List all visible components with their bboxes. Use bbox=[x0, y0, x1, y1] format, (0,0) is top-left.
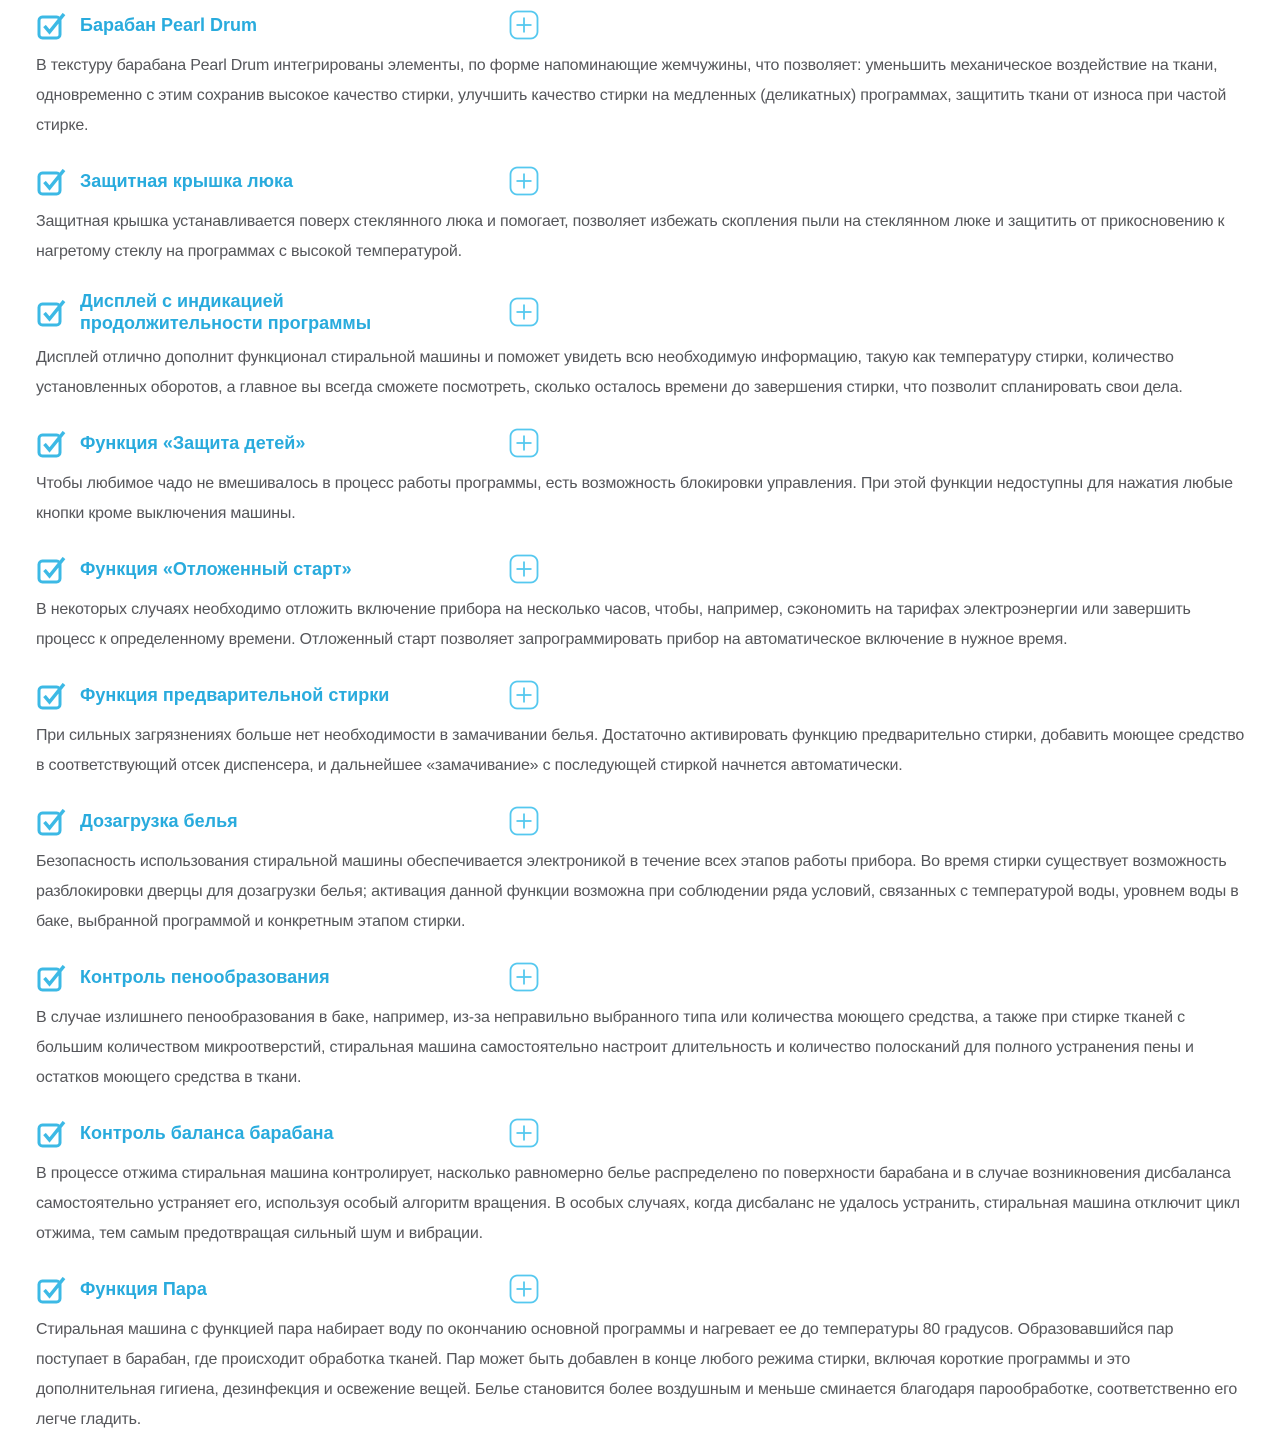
feature-header bbox=[36, 1272, 1247, 1306]
plus-icon bbox=[509, 1118, 539, 1148]
plus-icon bbox=[509, 10, 539, 40]
feature-item bbox=[36, 1116, 1247, 1249]
feature-item bbox=[36, 426, 1247, 529]
feature-header bbox=[36, 426, 1247, 460]
feature-title[interactable]: Барабан Pearl Drum bbox=[80, 15, 257, 35]
feature-title[interactable]: Функция Пара bbox=[80, 1279, 207, 1299]
plus-icon bbox=[509, 428, 539, 458]
feature-title[interactable]: Защитная крышка люка bbox=[80, 171, 293, 191]
feature-description: Безопасность использования стиральной машины обеспечивается электроникой в течение всех этапов работы прибора. Во время стирки существует возможность разблокировки дверцы для дозагрузки белья; активация данной функции возможна при соблюдении ряда условий, связанных с температурой воды, уровнем воды в баке, выбранной программой и конкретным этапом стирки. bbox=[36, 853, 1239, 930]
feature-description: В некоторых случаях необходимо отложить включение прибора на несколько часов, чтобы, например, сэкономить на тарифах электроэнергии или завершить процесс к определенному времени. Отложенный старт позволяет запрограммировать прибор на автоматическое включение в нужное время. bbox=[36, 601, 1191, 648]
expand-button[interactable] bbox=[508, 427, 540, 459]
expand-button[interactable] bbox=[508, 553, 540, 585]
plus-icon bbox=[509, 1274, 539, 1304]
feature-description: В случае излишнего пенообразования в баке, например, из-за неправильно выбранного типа или количества моющего средства, а также при стирке тканей с большим количеством микроотверстий, стиральная машина самостоятельно настроит длительность и количество полосканий для полного устранения пены и остатков моющего средства в ткани. bbox=[36, 1009, 1194, 1086]
feature-item bbox=[36, 1272, 1247, 1435]
feature-header bbox=[36, 1116, 1247, 1150]
plus-icon bbox=[509, 680, 539, 710]
feature-item bbox=[36, 678, 1247, 781]
expand-button[interactable] bbox=[508, 296, 540, 328]
expand-button[interactable] bbox=[508, 9, 540, 41]
feature-header bbox=[36, 164, 1247, 198]
feature-title[interactable]: Контроль баланса барабана bbox=[80, 1123, 334, 1143]
feature-header bbox=[36, 290, 1247, 334]
feature-description: При сильных загрязнениях больше нет необходимости в замачивании белья. Достаточно активировать функцию предварительно стирки, добавить моющее средство в соответствующий отсек диспенсера, и дальнейшее «замачивание» с последующей стиркой начнется автоматически. bbox=[36, 727, 1245, 774]
feature-header bbox=[36, 8, 1247, 42]
feature-item bbox=[36, 552, 1247, 655]
feature-item bbox=[36, 8, 1247, 141]
plus-icon bbox=[509, 297, 539, 327]
plus-icon bbox=[509, 962, 539, 992]
checkbox-check-icon bbox=[36, 679, 68, 711]
feature-item bbox=[36, 164, 1247, 267]
expand-button[interactable] bbox=[508, 961, 540, 993]
checkbox-check-icon bbox=[36, 553, 68, 585]
checkbox-check-icon bbox=[36, 1117, 68, 1149]
checkbox-check-icon bbox=[36, 427, 68, 459]
feature-description: В процессе отжима стиральная машина контролирует, насколько равномерно белье распределено по поверхности барабана и в случае возникновения дисбаланса самостоятельно устраняет его, используя особый алгоритм вращения. В особых случаях, когда дисбаланс не удалось устранить, стиральная машина отключит цикл отжима, тем самым предотвращая сильный шум и вибрации. bbox=[36, 1165, 1240, 1242]
checkbox-check-icon bbox=[36, 805, 68, 837]
feature-title[interactable]: Контроль пенообразования bbox=[80, 967, 330, 987]
feature-description: Стиральная машина с функцией пара набирает воду по окончанию основной программы и нагревает ее до температуры 80 градусов. Образовавшийся пар поступает в барабан, где происходит обработка тканей. Пар может быть добавлен в конце любого режима стирки, включая короткие программы и это дополнительная гигиена, дезинфекция и освежение вещей. Белье становится более воздушным и меньше сминается благодаря парообработке, соответственно его легче гладить. bbox=[36, 1321, 1238, 1428]
expand-button[interactable] bbox=[508, 805, 540, 837]
feature-header bbox=[36, 960, 1247, 994]
features-list bbox=[36, 8, 1247, 1435]
plus-icon bbox=[509, 166, 539, 196]
checkbox-check-icon bbox=[36, 9, 68, 41]
feature-item bbox=[36, 804, 1247, 937]
feature-header bbox=[36, 804, 1247, 838]
expand-button[interactable] bbox=[508, 679, 540, 711]
feature-item bbox=[36, 960, 1247, 1093]
feature-description: Чтобы любимое чадо не вмешивалось в процесс работы программы, есть возможность блокировки управления. При этой функции недоступны для нажатия любые кнопки кроме выключения машины. bbox=[36, 475, 1233, 522]
feature-item bbox=[36, 290, 1247, 403]
checkbox-check-icon bbox=[36, 165, 68, 197]
expand-button[interactable] bbox=[508, 165, 540, 197]
feature-title[interactable]: Дисплей с индикацией продолжительности программы bbox=[80, 291, 372, 333]
plus-icon bbox=[509, 554, 539, 584]
feature-description: В текстуру барабана Pearl Drum интегрированы элементы, по форме напоминающие жемчужины, что позволяет: уменьшить механическое воздействие на ткани, одновременно с этим сохранив высокое качество стирки, улучшить качество стирки на медленных (деликатных) программах, защитить ткани от износа при частой стирке. bbox=[36, 57, 1227, 134]
feature-description: Дисплей отлично дополнит функционал стиральной машины и поможет увидеть всю необходимую информацию, такую как температуру стирки, количество установленных оборотов, а главное вы всегда сможете посмотреть, сколько осталось времени до завершения стирки, что позволит спланировать свои дела. bbox=[36, 349, 1183, 396]
feature-title[interactable]: Функция «Защита детей» bbox=[80, 433, 306, 453]
feature-description: Защитная крышка устанавливается поверх стеклянного люка и помогает, позволяет избежать скопления пыли на стеклянном люке и защитить от прикосновению к нагретому стеклу на программах с высокой температурой. bbox=[36, 213, 1225, 260]
feature-title[interactable]: Функция «Отложенный старт» bbox=[80, 559, 352, 579]
feature-header bbox=[36, 552, 1247, 586]
feature-title[interactable]: Функция предварительной стирки bbox=[80, 685, 390, 705]
checkbox-check-icon bbox=[36, 296, 68, 328]
feature-header bbox=[36, 678, 1247, 712]
expand-button[interactable] bbox=[508, 1273, 540, 1305]
checkbox-check-icon bbox=[36, 1273, 68, 1305]
expand-button[interactable] bbox=[508, 1117, 540, 1149]
plus-icon bbox=[509, 806, 539, 836]
feature-title[interactable]: Дозагрузка белья bbox=[80, 811, 238, 831]
checkbox-check-icon bbox=[36, 961, 68, 993]
